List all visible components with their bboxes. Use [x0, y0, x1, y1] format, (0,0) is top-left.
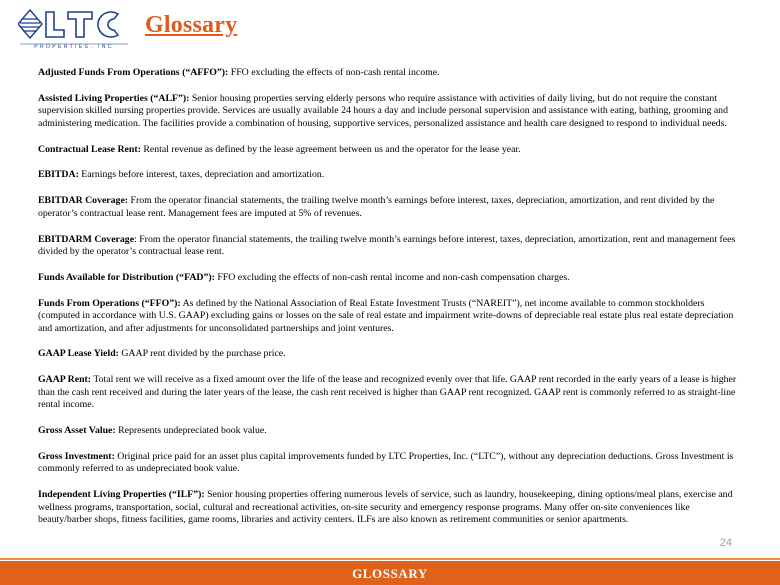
footer-bar — [0, 561, 780, 585]
glossary-term: Independent Living Properties (“ILF”): — [38, 489, 205, 501]
glossary-definition: Senior housing properties offering numerous levels of service, such as laundry, housekeeping, dining options/meal plans, exercise and wellness programs, transportation, social, cultural and recreational activities, on-site security and emergency response programs. Many offer on-site conveniences like beauty/barber shops, fitness facilities, game rooms, libraries and activity centers. ILFs are also known as retirement communities or senior apartments. — [38, 489, 733, 526]
glossary-definition: Total rent we will receive as a fixed amount over the life of the lease and recognized evenly over that life. GAAP rent recorded in the early years of a lease is higher than the cash rent received and during the later years of the lease, the cash rent received is higher than GAAP rent recognized. GAAP rent is commonly referred to as straight-line rental income. — [38, 374, 737, 411]
glossary-entry — [38, 195, 738, 220]
glossary-definition: Senior housing properties serving elderly persons who require assistance with activities of daily living, but do not require the constant supervision skilled nursing properties provide. Services are usually available 24 hours a day and include personal supervision and assistance with eating, bathing, grooming and administering medication. The facilities provide a combination of housing, supportive services, personalized assistance and health care designed to respond to individual needs. — [38, 92, 728, 129]
glossary-definition: From the operator financial statements, the trailing twelve month’s earnings before interest, taxes, depreciation, amortization, and rent divided by the operator’s contractual lease rent. Management fees are imputed at 5% of revenues. — [38, 195, 715, 219]
glossary-entry — [38, 298, 738, 335]
glossary-term: EBITDAR Coverage: — [38, 195, 129, 207]
glossary-entry — [38, 234, 738, 259]
page-title: Glossary — [145, 12, 238, 38]
glossary-definition: : From the operator financial statements, the trailing twelve month’s earnings before interest, taxes, depreciation, amortization, rent and management fees divided by the operator’s contractual lease rent. — [38, 233, 736, 258]
glossary-entry — [38, 451, 738, 476]
footer-label: GLOSSARY — [352, 566, 428, 581]
glossary-entry — [38, 272, 738, 284]
glossary-term: Assisted Living Properties (“ALF”): — [38, 92, 190, 104]
glossary-entry — [38, 169, 738, 181]
glossary-entry — [38, 144, 738, 156]
footer-divider — [0, 558, 780, 560]
page-number: 24 — [719, 537, 732, 549]
glossary-term: Funds Available for Distribution (“FAD”): — [38, 271, 215, 283]
glossary-entry — [38, 489, 738, 526]
glossary-term: Contractual Lease Rent: — [38, 143, 141, 155]
glossary-term: Gross Asset Value: — [38, 425, 116, 437]
glossary-entry — [38, 425, 738, 437]
glossary-definition: Original price paid for an asset plus capital improvements funded by LTC Properties, Inc. (“LTC”), without any depreciation deductions. Gross Investment is commonly referred to as undepreciated book value. — [38, 450, 734, 475]
glossary-entry — [38, 348, 738, 360]
glossary-definition: FFO excluding the effects of non-cash rental income. — [230, 67, 440, 78]
svg-text:PROPERTIES, INC: PROPERTIES, INC — [34, 44, 114, 48]
glossary-definition: Earnings before interest, taxes, depreciation and amortization. — [81, 169, 325, 181]
glossary-term: Gross Investment: — [38, 450, 115, 462]
glossary-entry — [38, 67, 738, 79]
ltc-logo-graphic — [18, 8, 130, 48]
glossary-definition: Represents undepreciated book value. — [118, 425, 267, 437]
glossary-entry — [38, 374, 738, 411]
glossary-entry — [38, 93, 738, 130]
glossary-term: Funds From Operations (“FFO”): — [38, 297, 181, 309]
glossary-definition: GAAP rent divided by the purchase price. — [121, 348, 286, 360]
glossary-term: EBITDARM Coverage — [38, 233, 135, 245]
glossary-definition: Rental revenue as defined by the lease agreement between us and the operator for the lease year. — [143, 143, 521, 155]
glossary-definition: As defined by the National Association of Real Estate Investment Trusts (“NAREIT”), net income available to common stockholders (computed in accordance with U.S. GAAP) excluding gains or losses on the sale of real estate and impairment write-downs of depreciable real estate plus real estate depreciation and amortization, and after adjustments for unconsolidated partnerships and joint ventures. — [38, 297, 734, 334]
glossary-list — [38, 67, 738, 540]
glossary-term: Adjusted Funds From Operations (“AFFO”): — [38, 67, 229, 78]
glossary-definition: FFO excluding the effects of non-cash rental income and non-cash compensation charges. — [217, 271, 570, 283]
glossary-term: GAAP Rent: — [38, 374, 92, 386]
glossary-term: GAAP Lease Yield: — [38, 348, 119, 360]
glossary-term: EBITDA: — [38, 169, 79, 181]
ltc-logo — [18, 8, 130, 48]
